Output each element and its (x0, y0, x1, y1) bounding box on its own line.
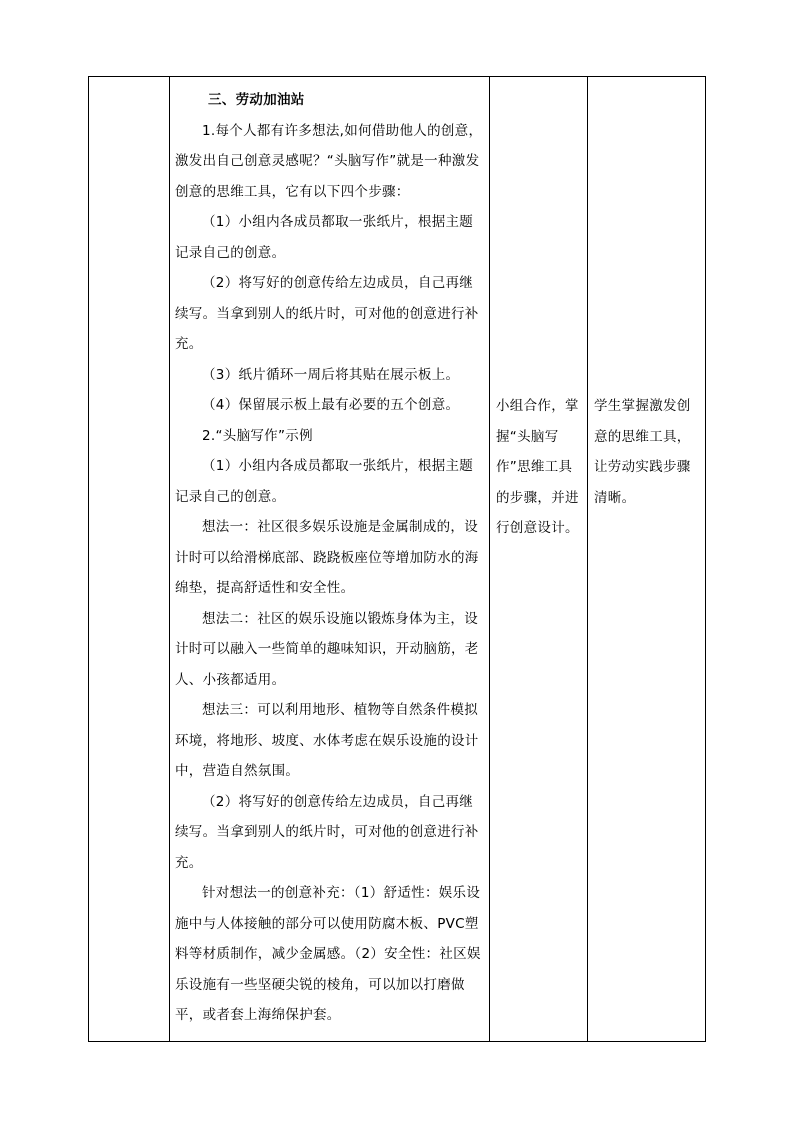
content-paragraph: （3）纸片循环一周后将其贴在展示板上。 (202, 366, 460, 383)
content-paragraph: 想法一：社区很多娱乐设施是金属制成的，设计时可以给滑梯底部、跷跷板座位等增加防水的海绵垫，提高舒适性和安全性。 (175, 519, 479, 596)
content-paragraph: （1）小组内各成员都取一张纸片，根据主题记录自己的创意。 (175, 458, 474, 505)
design-intent-cell (588, 77, 706, 1041)
student-activity-text: 小组合作，掌握“头脑写作”思维工具的步骤，并进行创意设计。 (496, 398, 579, 536)
content-paragraph: （2）将写好的创意传给左边成员，自己再继续写。当拿到别人的纸片时，可对他的创意进行补充。 (175, 793, 479, 871)
lesson-table (88, 76, 706, 1042)
content-paragraph: 1.每个人都有许多想法,如何借助他人的创意，激发出自己创意灵感呢？“头脑写作”就是一种激发创意的思维工具，它有以下四个步骤： (175, 122, 483, 200)
content-paragraph: 想法二：社区的娱乐设施以锻炼身体为主，设计时可以融入一些简单的趣味知识，开动脑筋，老人、小孩都适用。 (175, 610, 479, 688)
content-paragraph: （2）将写好的创意传给左边成员，自己再继续写。当拿到别人的纸片时，可对他的创意进行补充。 (175, 275, 479, 352)
content-paragraph: 针对想法一的创意补充：（1）舒适性：娱乐设施中与人体接触的部分可以使用防腐木板、PVC塑料等材质制作，减少金属感。（2）安全性：社区娱乐设施有一些坚硬尖锐的棱角，可以加以打磨做平，或者套上海绵保护套。 (175, 885, 481, 1023)
student-activity-cell (490, 77, 587, 1041)
content-paragraph: （4）保留展示板上最有必要的五个创意。 (202, 397, 460, 413)
section-heading: 三、劳动加油站 (208, 92, 305, 108)
content-paragraph: 想法三：可以利用地形、植物等自然条件模拟环境，将地形、坡度、水体考虑在娱乐设施的设计中，营造自然氛围。 (175, 702, 479, 779)
design-intent-text: 学生掌握激发创意的思维工具，让劳动实践步骤清晰。 (594, 398, 691, 506)
empty-cell (89, 77, 169, 1041)
content-paragraph: 2.“头脑写作”示例 (202, 427, 313, 444)
teaching-content-cell (169, 77, 489, 1041)
content-paragraph: （1）小组内各成员都取一张纸片，根据主题记录自己的创意。 (175, 214, 474, 261)
